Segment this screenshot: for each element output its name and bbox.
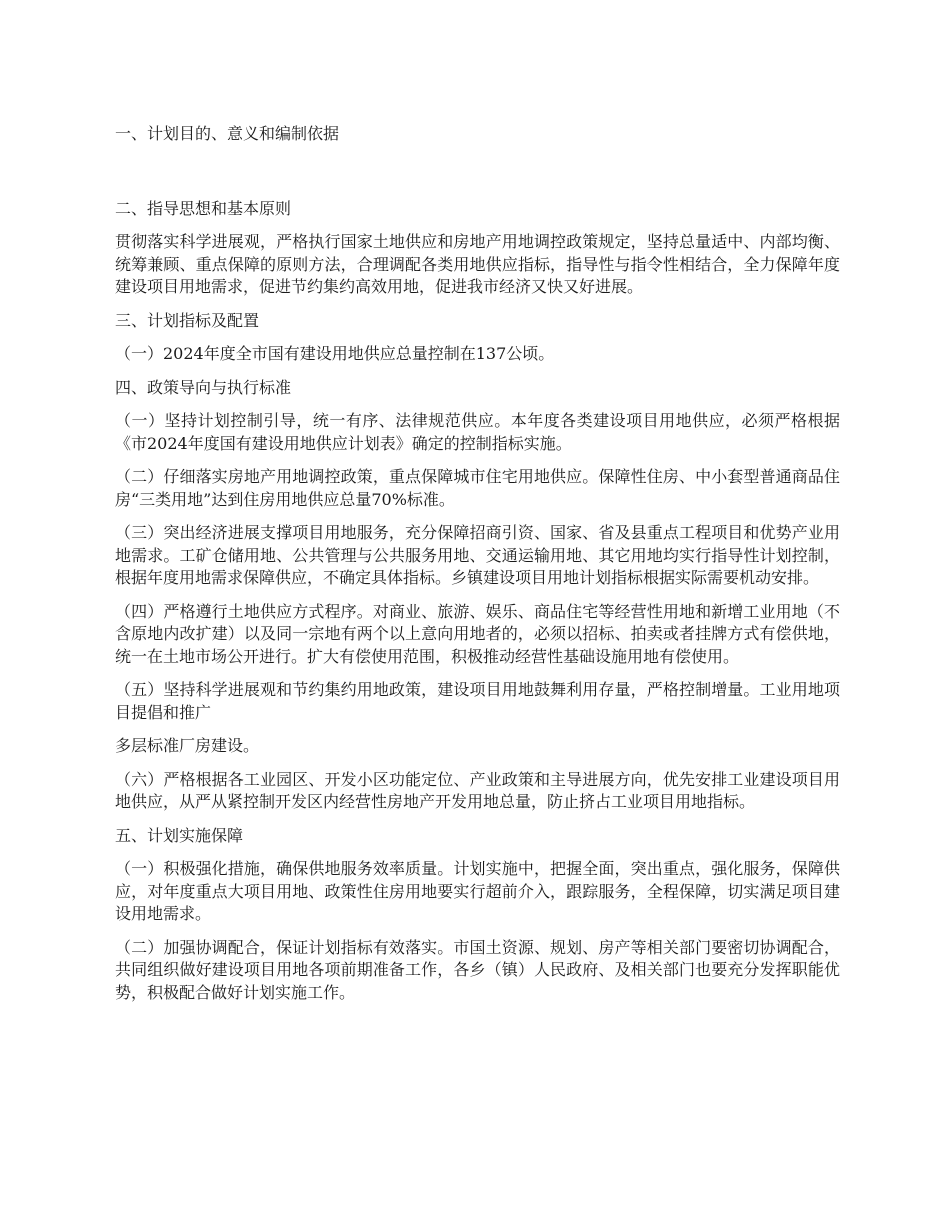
paragraph-policy-3: （三）突出经济进展支撑项目用地服务，充分保障招商引资、国家、省及县重点工程项目和优势产业用地需求。工矿仓储用地、公共管理与公共服务用地、交通运输用地、其它用地均实行指导性计划控制，根据年度用地需求保障供应，不确定具体指标。乡镇建设项目用地计划指标根据实际需要机动安排。 <box>115 523 840 587</box>
paragraph-guiding-principles: 贯彻落实科学进展观，严格执行国家土地供应和房地产用地调控政策规定，坚持总量适中、内部均衡、统筹兼顾、重点保障的原则方法，合理调配各类用地供应指标，指导性与指令性相结合，全力保障年度建设项目用地需求，促进节约集约高效用地，促进我市经济又快又好进展。 <box>115 232 840 296</box>
paragraph-policy-5: （五）坚持科学进展观和节约集约用地政策，建设项目用地鼓舞利用存量，严格控制增量。工业用地项目提倡和推广 <box>115 680 840 722</box>
paragraph-implementation-1: （一）积极强化措施，确保供地服务效率质量。计划实施中，把握全面，突出重点，强化服务，保障供应，对年度重点大项目用地、政策性住房用地要实行超前介入，跟踪服务，全程保障，切实满足项目建设用地需求。 <box>115 859 840 923</box>
paragraph-policy-1: （一）坚持计划控制引导，统一有序、法律规范供应。本年度各类建设项目用地供应，必须严格根据《市2024年度国有建设用地供应计划表》确定的控制指标实施。 <box>115 411 840 453</box>
document-body <box>115 123 840 1015</box>
paragraph-implementation-2: （二）加强协调配合，保证计划指标有效落实。市国土资源、规划、房产等相关部门要密切协调配合，共同组织做好建设项目用地各项前期准备工作，各乡（镇）人民政府、及相关部门也要充分发挥职能优势，积极配合做好计划实施工作。 <box>115 937 840 1002</box>
paragraph-total-supply: （一）2024年度全市国有建设用地供应总量控制在137公顷。 <box>115 344 555 363</box>
section-heading-2: 二、指导思想和基本原则 <box>115 198 292 218</box>
paragraph-policy-2: （二）仔细落实房地产用地调控政策，重点保障城市住宅用地供应。保障性住房、中小套型普通商品住房“三类用地”达到住房用地供应总量70%标准。 <box>115 467 840 509</box>
section-heading-4: 四、政策导向与执行标准 <box>115 377 292 397</box>
paragraph-policy-6: （六）严格根据各工业园区、开发小区功能定位、产业政策和主导进展方向，优先安排工业建设项目用地供应，从严从紧控制开发区内经营性房地产开发用地总量，防止挤占工业项目用地指标。 <box>115 769 840 811</box>
section-heading-1: 一、计划目的、意义和编制依据 <box>115 124 340 143</box>
paragraph-policy-4: （四）严格遵行土地供应方式程序。对商业、旅游、娱乐、商品住宅等经营性用地和新增工业用地（不含原地内改扩建）以及同一宗地有两个以上意向用地者的，必须以招标、拍卖或者挂牌方式有偿供地，统一在土地市场公开进行。扩大有偿使用范围，积极推动经营性基础设施用地有偿使用。 <box>115 601 840 666</box>
section-heading-3: 三、计划指标及配置 <box>115 310 260 330</box>
section-heading-5: 五、计划实施保障 <box>115 825 244 845</box>
paragraph-policy-5-continued: 多层标准厂房建设。 <box>115 736 260 755</box>
